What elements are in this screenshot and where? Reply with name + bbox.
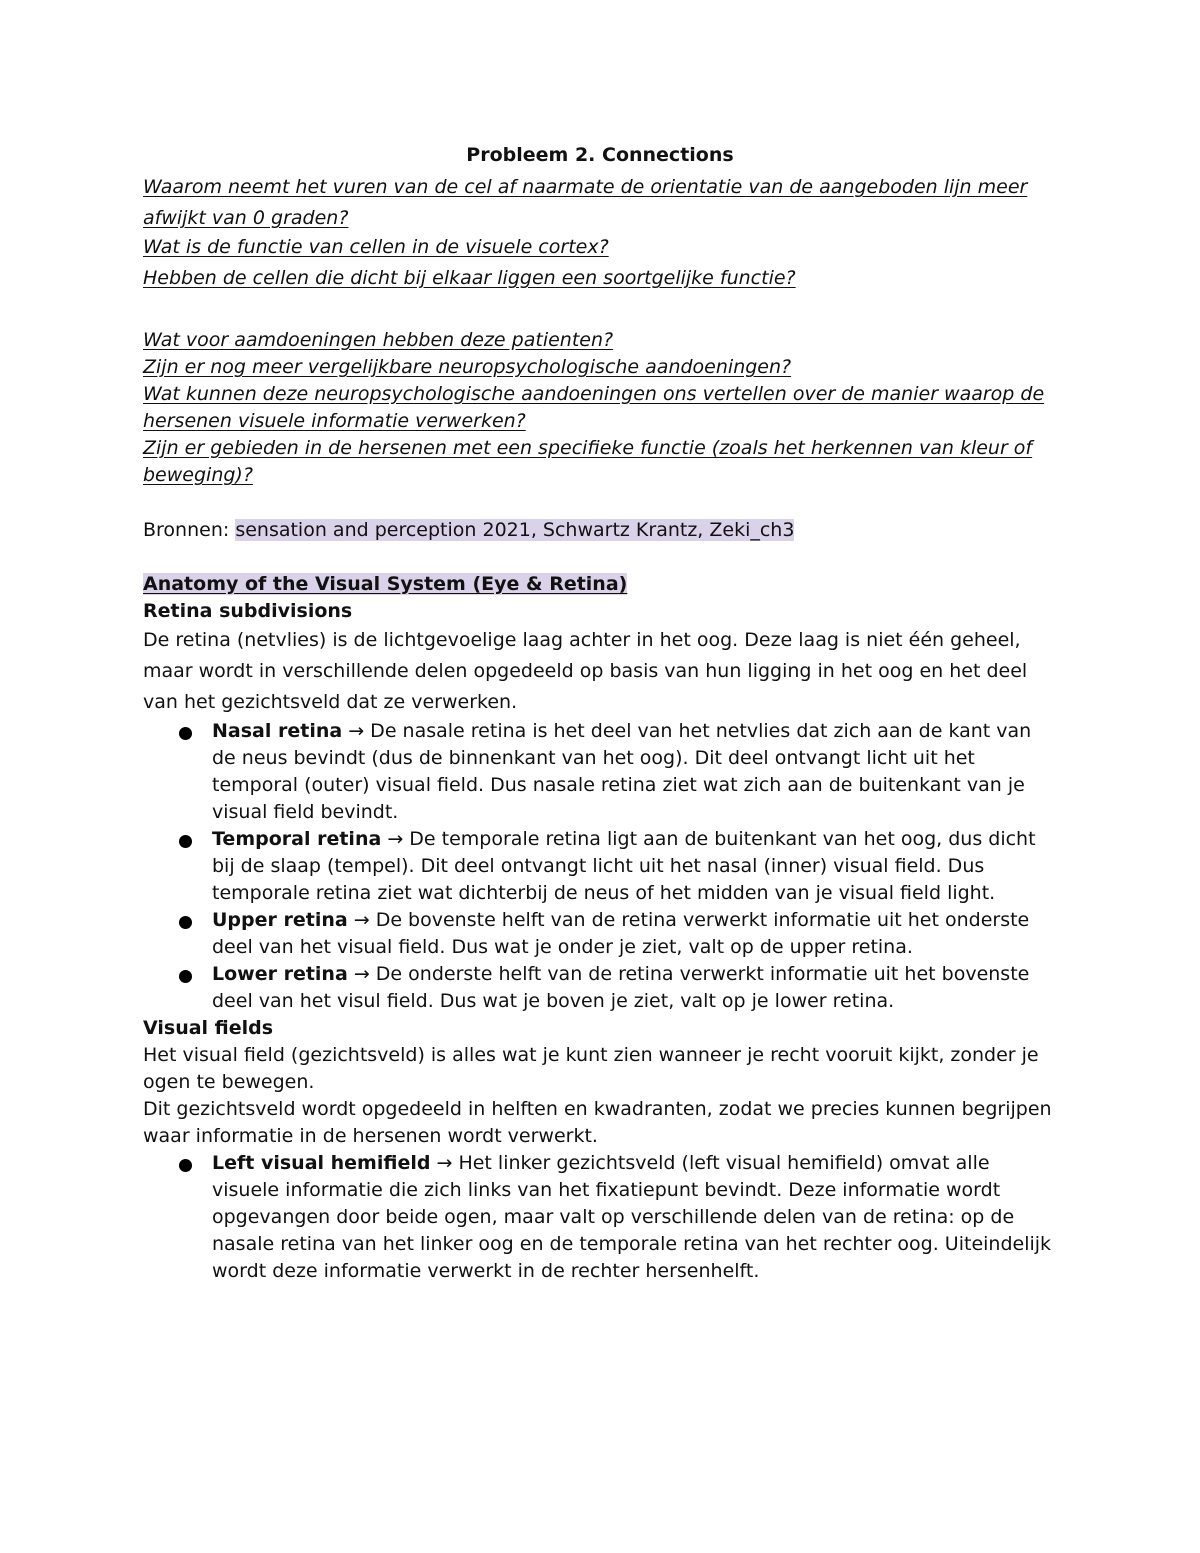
bullet-icon bbox=[179, 727, 192, 740]
page-title: Probleem 2. Connections bbox=[466, 144, 734, 166]
sources-line bbox=[143, 517, 1058, 544]
bullet-text: → De nasale retina is het deel van het netvlies dat zich aan de kant van de neus bevindt (dus de binnenkant van het oog). Dit deel ontvangt licht uit het temporal (outer) visual field. Dus nasale retina ziet wat zich aan de buitenkant van je visual field bevindt. bbox=[212, 720, 1032, 823]
retina-heading: Retina subdivisions bbox=[143, 600, 353, 622]
sources-label: Bronnen: bbox=[143, 519, 236, 541]
bullet-icon bbox=[179, 970, 192, 983]
retina-list bbox=[143, 718, 1058, 1015]
bullet-icon bbox=[179, 916, 192, 929]
sources-value: sensation and perception 2021, Schwartz Krantz, Zeki_ch3 bbox=[235, 519, 795, 541]
question-5: Zijn er nog meer vergelijkbare neuropsychologische aandoeningen? bbox=[143, 356, 792, 378]
visual-fields-heading: Visual fields bbox=[143, 1017, 274, 1039]
section-title: Anatomy of the Visual System (Eye & Retina) bbox=[143, 573, 628, 595]
visual-fields-para-2: Dit gezichtsveld wordt opgedeeld in helften en kwadranten, zodat we precies kunnen begrijpen waar informatie in de hersenen wordt verwerkt. bbox=[143, 1098, 1052, 1147]
bullet-term: Temporal retina bbox=[212, 828, 382, 850]
list-item bbox=[143, 718, 1058, 826]
question-1: Waarom neemt het vuren van de cel af naarmate de orientatie van de aangeboden lijn meer afwijkt van 0 graden? bbox=[143, 176, 1028, 229]
question-6: Wat kunnen deze neuropsychologische aandoeningen ons vertellen over de manier waarop de hersenen visuele informatie verwerken? bbox=[143, 383, 1045, 432]
question-3: Hebben de cellen die dicht bij elkaar liggen een soortgelijke functie? bbox=[143, 267, 796, 289]
bullet-text: → Het linker gezichtsveld (left visual hemifield) omvat alle visuele informatie die zich links van het fixatiepunt bevindt. Deze informatie wordt opgevangen door beide ogen, maar valt op verschillende delen van de retina: op de nasale retina van het linker oog en de temporale retina van het rechter oog. Uiteindelijk wordt deze informatie verwerkt in de rechter hersenhelft. bbox=[212, 1152, 1052, 1282]
question-2: Wat is de functie van cellen in de visuele cortex? bbox=[143, 236, 609, 258]
bullet-term: Lower retina bbox=[212, 963, 348, 985]
bullet-term: Left visual hemifield bbox=[212, 1152, 431, 1174]
bullet-term: Upper retina bbox=[212, 909, 348, 931]
visual-fields-list bbox=[143, 1150, 1058, 1285]
list-item bbox=[143, 907, 1058, 961]
question-4: Wat voor aamdoeningen hebben deze patienten? bbox=[143, 329, 614, 351]
bullet-text: → De temporale retina ligt aan de buitenkant van het oog, dus dicht bij de slaap (tempel). Dit deel ontvangt licht uit het nasal (inner) visual field. Dus temporale retina ziet wat dichterbij de neus of het midden van je visual field light. bbox=[212, 828, 1036, 904]
bullet-term: Nasal retina bbox=[212, 720, 343, 742]
visual-fields-para-1: Het visual field (gezichtsveld) is alles wat je kunt zien wanneer je recht vooruit kijkt, zonder je ogen te bewegen. bbox=[143, 1044, 1039, 1093]
bullet-text: → De onderste helft van de retina verwerkt informatie uit het bovenste deel van het visul field. Dus wat je boven je ziet, valt op je lower retina. bbox=[212, 963, 1030, 1012]
retina-intro: De retina (netvlies) is de lichtgevoelige laag achter in het oog. Deze laag is niet één geheel, maar wordt in verschillende delen opgedeeld op basis van hun ligging in het oog en het deel van het gezichtsveld dat ze verwerken. bbox=[143, 629, 1028, 713]
bullet-icon bbox=[179, 1159, 192, 1172]
section-anatomy bbox=[143, 571, 1058, 1285]
list-item bbox=[143, 826, 1058, 907]
list-item bbox=[143, 961, 1058, 1015]
bullet-icon bbox=[179, 835, 192, 848]
list-item bbox=[143, 1150, 1058, 1285]
bullet-text: → De bovenste helft van de retina verwerkt informatie uit het onderste deel van het visual field. Dus wat je onder je ziet, valt op de upper retina. bbox=[212, 909, 1030, 958]
question-7: Zijn er gebieden in de hersenen met een specifieke functie (zoals het herkennen van kleur of beweging)? bbox=[143, 437, 1033, 486]
